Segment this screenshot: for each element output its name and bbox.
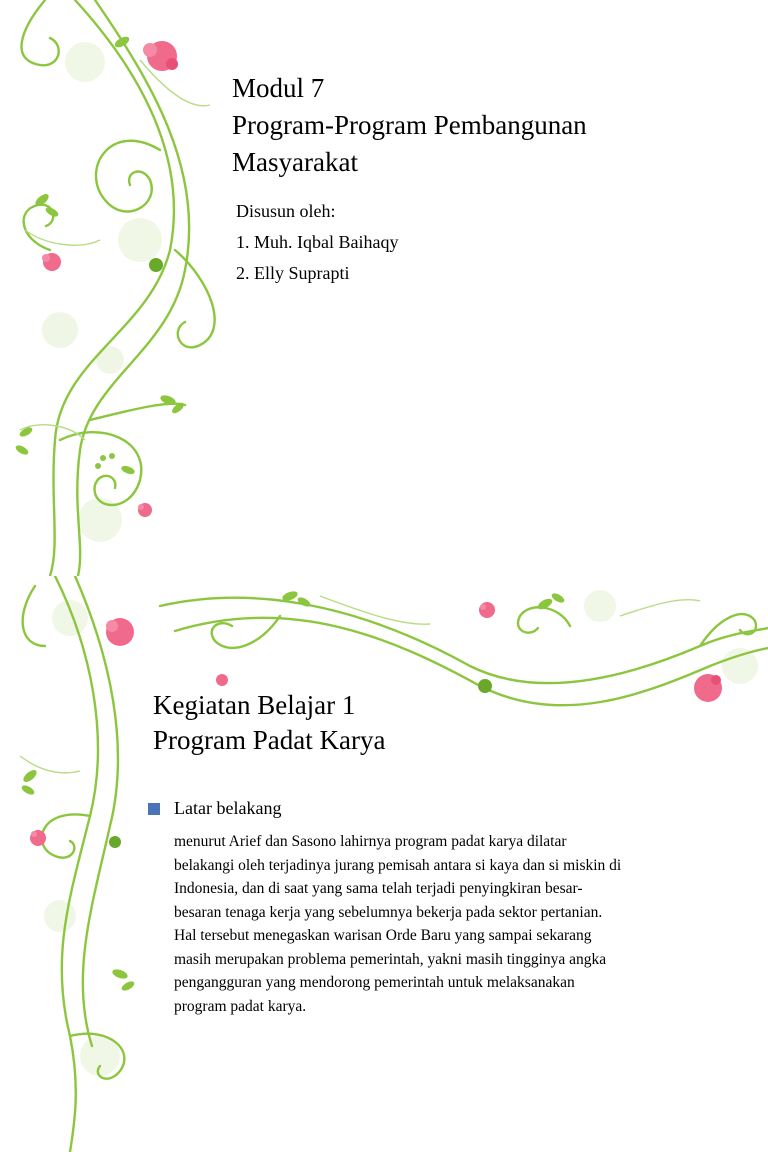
title-line: Masyarakat [232, 147, 358, 177]
author-block [236, 196, 398, 289]
paragraph-line: Indonesia, dan di saat yang sama telah terjadi penyingkiran besar- [174, 880, 583, 897]
paragraph-line: Hal tersebut menegaskan warisan Orde Baru yang sampai sekarang [174, 927, 592, 944]
authors-heading: Disusun oleh: [236, 201, 336, 221]
paragraph-line: program padat karya. [174, 997, 307, 1015]
paragraph-line: belakangi oleh terjadinya jurang pemisah antara si kaya dan si miskin di [174, 856, 622, 874]
title-line: Modul 7 [232, 73, 325, 103]
bullet-label: Latar belakang [174, 798, 282, 818]
paragraph-line: masih merupakan problema pemerintah, yakni masih tingginya angka [174, 950, 607, 968]
slide-title [153, 688, 385, 758]
body-paragraph [174, 830, 740, 1018]
slide-2 [0, 576, 768, 1152]
title-line: Program Padat Karya [153, 725, 386, 755]
title-line: Program-Program Pembangunan [232, 110, 587, 140]
author-item: 2. Elly Suprapti [236, 263, 350, 283]
paragraph-line: menurut Arief dan Sasono lahirnya program padat karya dilatar [174, 833, 567, 850]
paragraph-line: pengangguran yang mendorong pemerintah untuk melaksanakan [174, 974, 575, 991]
square-bullet-icon [148, 803, 160, 815]
title-line: Kegiatan Belajar 1 [153, 690, 356, 720]
bullet-item [148, 798, 281, 819]
paragraph-line: besaran tenaga kerja yang sebelumnya bekerja pada sektor pertanian. [174, 903, 603, 921]
slide-title [232, 70, 587, 181]
author-item: 1. Muh. Iqbal Baihaqy [236, 232, 399, 252]
